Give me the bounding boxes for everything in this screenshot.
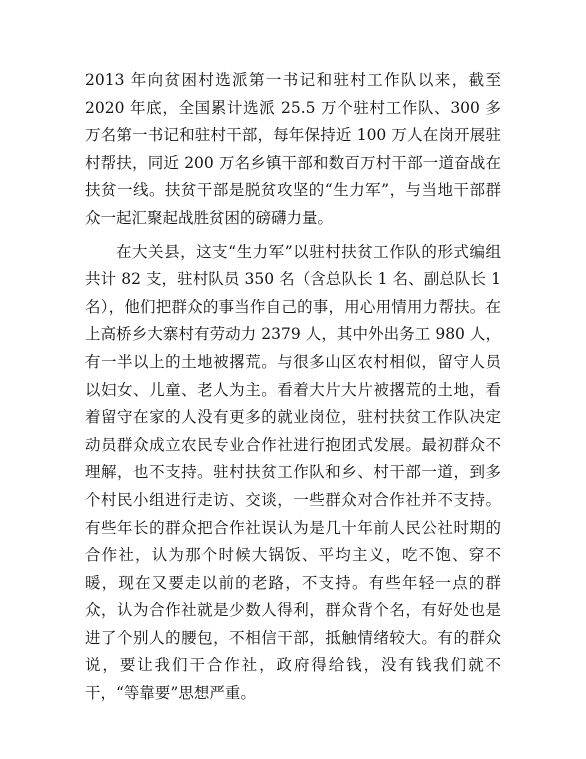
paragraph-2: 在大关县，这支“生力军”以驻村扶贫工作队的形式编组共计 82 支，驻村队员 350 名（含总队长 1 名、副总队长 1 名），他们把群众的事当作自己的事，用心用情用力帮扶。在上高桥乡大寨村有劳动力 2379 人，其中外出务工 980 人，有一半以上的土地被撂荒。与很多山区农村相似，留守人员以妇女、儿童、老人为主。看着大片大片被撂荒的土地，看着留守在家的人没有更多的就业岗位，驻村扶贫工作队决定动员群众成立农民专业合作社进行抱团式发展。最初群众不理解，也不支持。驻村扶贫工作队和乡、村干部一道，到多个村民小组进行走访、交谈，一些群众对合作社并不支持。有些年长的群众把合作社误认为是几十年前人民公社时期的合作社，认为那个时候大锅饭、平均主义，吃不饱、穿不暖，现在又要走以前的老路，不支持。有些年轻一点的群众，认为合作社就是少数人得利，群众背个名，有好处也是进了个别人的腰包，不相信干部，抵触情绪较大。有的群众说，要让我们干合作社，政府得给钱，没有钱我们就不干，“等靠要”思想严重。 xyxy=(85,242,501,703)
paragraph-1: 2013 年向贫困村选派第一书记和驻村工作队以来，截至 2020 年底，全国累计选派 25.5 万个驻村工作队、300 多万名第一书记和驻村干部，每年保持近 100 万人在岗开展驻村帮扶，同近 200 万名乡镇干部和数百万村干部一道奋战在扶贫一线。扶贫干部是脱贫攻坚的“生力军”，与当地干部群众一起汇聚起战胜贫困的磅礴力量。 xyxy=(85,71,501,227)
body-text xyxy=(85,67,501,708)
